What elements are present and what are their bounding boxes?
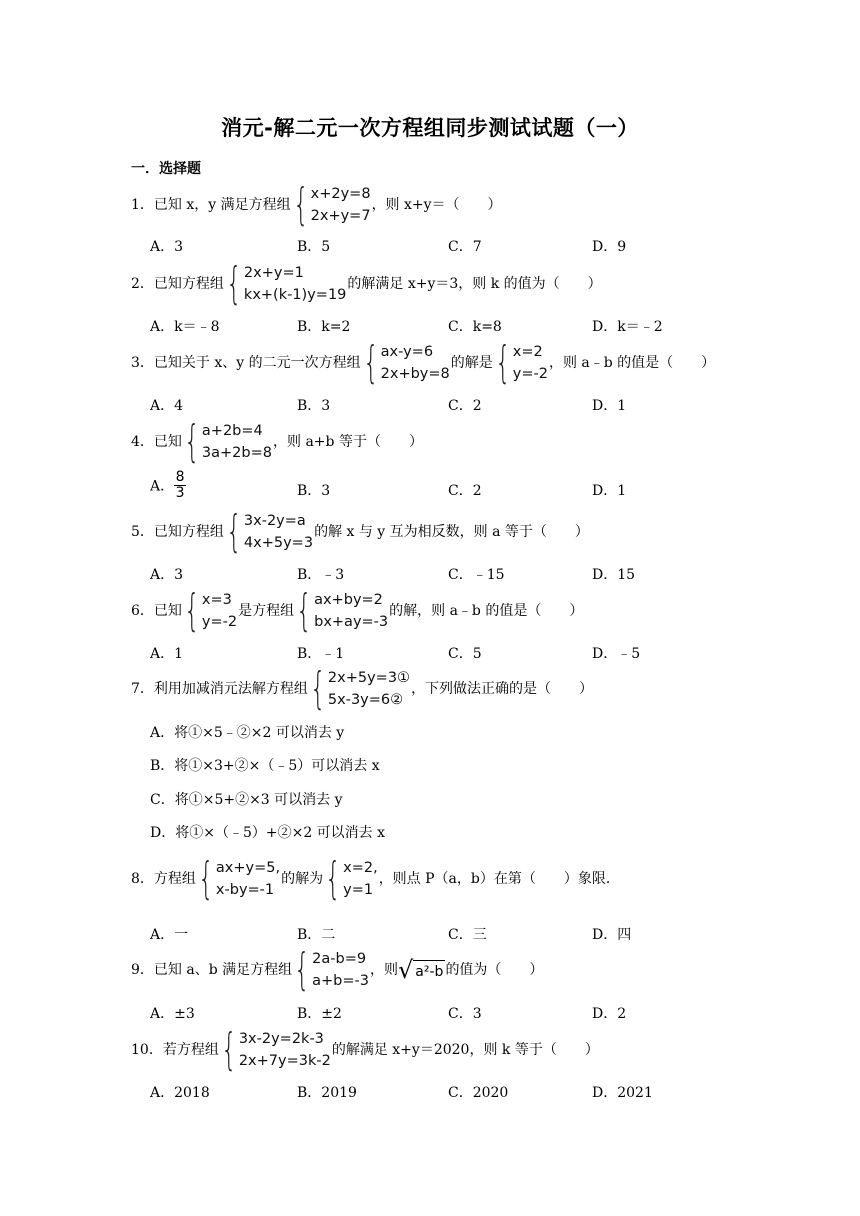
question-number: 10． — [131, 1042, 163, 1058]
brace-icon: { — [226, 258, 242, 309]
question-number: 5． — [131, 524, 154, 540]
equation-system — [225, 258, 347, 309]
brace-icon: { — [325, 853, 341, 904]
option-a[interactable]: A．k＝﹣8 — [150, 319, 220, 335]
equation: 2x+y=1 — [243, 265, 304, 281]
question-text: ，则 a﹣b 的值是（ ） — [548, 355, 716, 371]
question-6 — [131, 585, 584, 636]
option-d[interactable]: D．15 — [592, 567, 636, 583]
equation: 3x-2y=2k-3 — [238, 1031, 324, 1047]
option-c[interactable]: C．k=8 — [448, 319, 502, 335]
question-10 — [131, 1024, 599, 1075]
option-c[interactable]: C．三 — [448, 927, 487, 943]
fraction-denominator: 3 — [175, 485, 185, 501]
question-number: 3． — [131, 355, 154, 371]
equation-system — [295, 585, 389, 636]
option-a[interactable]: A．2018 — [150, 1085, 210, 1101]
solution-system — [324, 853, 378, 904]
equation-system — [293, 944, 369, 995]
equation-system — [309, 663, 411, 714]
option-a[interactable]: A．1 — [150, 646, 184, 662]
radicand: a²-b — [413, 960, 445, 981]
question-number: 1． — [131, 197, 154, 213]
question-text: 利用加减消元法解方程组 — [153, 681, 308, 697]
equation: 3x-2y=a — [243, 513, 306, 529]
question-2 — [131, 258, 602, 309]
question-number: 8． — [131, 871, 154, 887]
option-b[interactable]: B．﹣3 — [297, 567, 345, 583]
option-b[interactable]: B．二 — [297, 927, 336, 943]
equation: a+b=-3 — [312, 973, 369, 989]
question-5 — [131, 506, 589, 557]
page-title: 消元-解二元一次方程组同步测试试题（一） — [221, 116, 639, 140]
option-a[interactable]: A．3 — [150, 239, 184, 255]
option-a[interactable]: A．将①×5﹣②×2 可以消去 y — [150, 725, 345, 741]
option-c[interactable]: C．将①×5+②×3 可以消去 y — [150, 792, 343, 808]
question-text: 的值为（ ） — [445, 962, 544, 978]
equation-system — [362, 337, 450, 388]
question-text: ，则 — [370, 962, 398, 978]
question-text: 的解满足 x+y＝3，则 k 的值为（ ） — [347, 276, 602, 292]
equation-system — [183, 416, 272, 467]
equation: ax+y=5, — [215, 860, 281, 876]
equation: ax-y=6 — [380, 344, 434, 360]
option-d[interactable]: D．2 — [592, 1006, 627, 1022]
question-text: 已知关于 x、y 的二元一次方程组 — [153, 355, 361, 371]
option-d[interactable]: D．四 — [592, 927, 632, 943]
question-text: 的解为 — [281, 871, 324, 887]
equation: y=-2 — [201, 614, 238, 630]
fraction — [174, 470, 186, 501]
option-c[interactable]: C．5 — [448, 646, 482, 662]
question-text: 已知 — [153, 434, 182, 450]
equation: 3a+2b=8 — [201, 445, 272, 461]
option-b[interactable]: B．﹣1 — [297, 646, 345, 662]
question-9 — [131, 944, 544, 995]
question-text: ，则 x+y＝（ ） — [371, 197, 502, 213]
question-text: 已知方程组 — [153, 276, 224, 292]
equation: y=-2 — [512, 366, 548, 382]
question-number: 7． — [131, 681, 154, 697]
equation: 2x+y=7 — [310, 208, 371, 224]
option-b[interactable]: B．3 — [297, 398, 331, 414]
question-1 — [131, 179, 502, 230]
equation: x=2 — [512, 344, 543, 360]
option-b[interactable]: B．3 — [297, 483, 331, 499]
option-d[interactable]: D．1 — [592, 483, 627, 499]
option-a[interactable]: A．4 — [150, 398, 184, 414]
option-d[interactable]: D．9 — [592, 239, 627, 255]
brace-icon: { — [226, 506, 242, 557]
option-a[interactable]: A．3 — [150, 567, 184, 583]
question-number: 9． — [131, 962, 154, 978]
brace-icon: { — [310, 663, 326, 714]
equation-system — [225, 506, 314, 557]
question-text: ，下列做法正确的是（ ） — [411, 681, 594, 697]
question-3 — [131, 337, 716, 388]
question-text: 已知 x，y 满足方程组 — [153, 197, 291, 213]
question-text: 是方程组 — [238, 603, 295, 619]
radical-icon: √ — [398, 956, 414, 984]
option-c[interactable]: C．2 — [448, 483, 482, 499]
equation: x=2, — [343, 860, 378, 876]
equation: 2x+7y=3k-2 — [238, 1053, 331, 1069]
brace-icon: { — [495, 337, 511, 388]
option-c[interactable]: C．﹣15 — [448, 567, 505, 583]
equation: x=3 — [201, 592, 232, 608]
question-number: 6． — [131, 603, 154, 619]
question-text: 已知方程组 — [153, 524, 224, 540]
option-b[interactable]: B．5 — [297, 239, 331, 255]
option-a[interactable]: A．±3 — [150, 1006, 195, 1022]
question-4 — [131, 416, 423, 467]
solution-system — [183, 585, 238, 636]
option-b[interactable]: B．将①×3+②×（﹣5）可以消去 x — [150, 758, 380, 774]
question-number: 4． — [131, 434, 154, 450]
option-b[interactable]: B．±2 — [297, 1006, 342, 1022]
question-text: ，则 a+b 等于（ ） — [273, 434, 423, 450]
option-d[interactable]: D．将①×（﹣5）+②×2 可以消去 x — [150, 825, 386, 841]
question-text: 的解是 — [450, 355, 493, 371]
question-text: 已知 a、b 满足方程组 — [153, 962, 293, 978]
equation: a+2b=4 — [201, 423, 263, 439]
brace-icon: { — [294, 944, 310, 995]
question-text: 已知 — [153, 603, 182, 619]
brace-icon: { — [292, 179, 309, 230]
brace-icon: { — [198, 853, 214, 904]
option-d[interactable]: D．1 — [592, 398, 627, 414]
equation: 5x-3y=6② — [327, 692, 404, 708]
brace-icon: { — [184, 416, 200, 467]
question-text: 的解满足 x+y＝2020，则 k 等于（ ） — [331, 1042, 599, 1058]
question-7 — [131, 663, 594, 714]
option-a[interactable]: A． $\frac{8}{3}$ — [150, 469, 185, 501]
option-c[interactable]: C．3 — [448, 1006, 482, 1022]
equation-system — [197, 853, 281, 904]
brace-icon: { — [296, 585, 312, 636]
solution-system — [494, 337, 548, 388]
option-b[interactable]: B．2019 — [297, 1085, 357, 1101]
equation: 4x+5y=3 — [243, 535, 314, 551]
question-text: 的解，则 a﹣b 的值是（ ） — [389, 603, 584, 619]
option-d[interactable]: D．k＝﹣2 — [592, 319, 663, 335]
equation: 2x+by=8 — [380, 366, 450, 382]
brace-icon: { — [184, 585, 200, 636]
equation: bx+ay=-3 — [314, 614, 389, 630]
question-8 — [131, 853, 620, 904]
equation: 2x+5y=3① — [327, 670, 411, 686]
equation: y=1 — [343, 882, 374, 898]
fraction-numerator: 8 — [175, 469, 185, 485]
option-c[interactable]: C．7 — [448, 239, 482, 255]
option-d[interactable]: D．﹣5 — [592, 646, 641, 662]
square-root — [398, 957, 445, 983]
question-text: 方程组 — [153, 871, 196, 887]
option-b[interactable]: B．k=2 — [297, 319, 351, 335]
option-c[interactable]: C．2 — [448, 398, 482, 414]
brace-icon: { — [221, 1024, 237, 1075]
equation: 2a-b=9 — [312, 951, 367, 967]
equation: x-by=-1 — [215, 882, 275, 898]
option-d[interactable]: D．2021 — [592, 1085, 653, 1101]
option-a[interactable]: A．一 — [150, 927, 189, 943]
brace-icon: { — [362, 337, 379, 388]
section-heading: 一．选择题 — [131, 161, 201, 177]
equation-system — [220, 1024, 331, 1075]
equation: kx+(k-1)y=19 — [243, 287, 347, 303]
question-text: 若方程组 — [162, 1042, 219, 1058]
question-text: 的解 x 与 y 互为相反数，则 a 等于（ ） — [314, 524, 589, 540]
question-text: ，则点 P（a，b）在第（ ）象限． — [378, 871, 620, 887]
equation: ax+by=2 — [314, 592, 383, 608]
equation: x+2y=8 — [310, 186, 371, 202]
equation-system — [292, 179, 371, 230]
question-number: 2． — [131, 276, 154, 292]
option-c[interactable]: C．2020 — [448, 1085, 509, 1101]
